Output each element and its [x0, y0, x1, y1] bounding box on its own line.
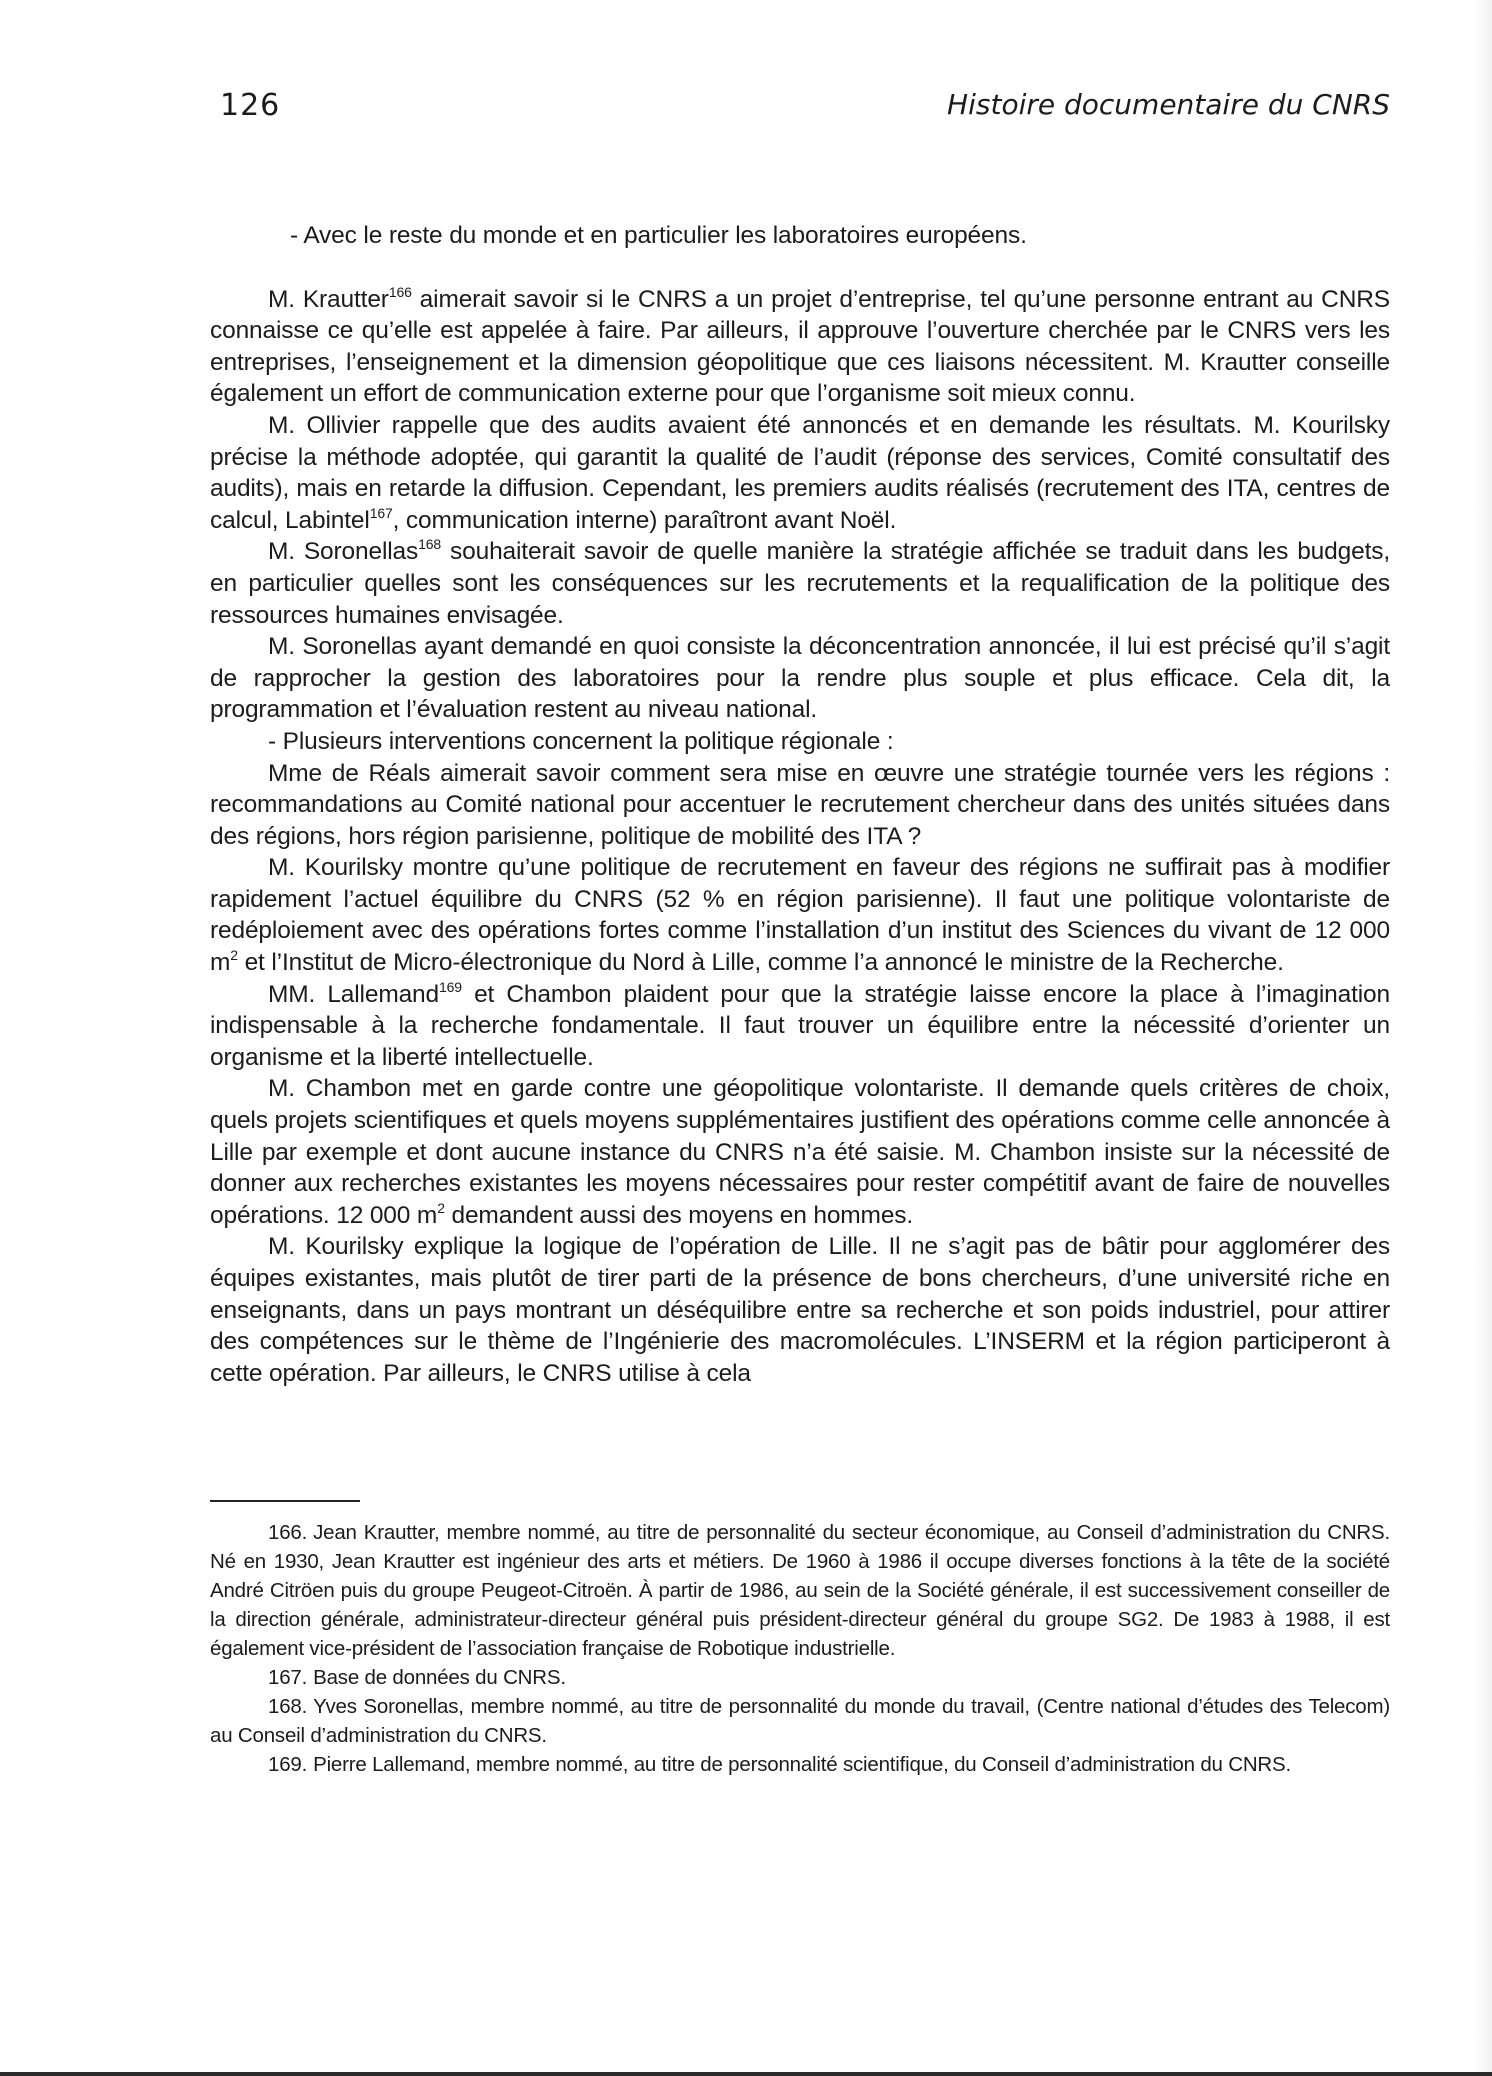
footnote-text: Pierre Lallemand, membre nommé, au titre de personnalité scientifique, du Conseil d’administration du CNRS. [313, 1753, 1292, 1776]
book-title: Histoire documentaire du CNRS [947, 88, 1390, 121]
paragraph-politique-regionale: - Plusieurs interventions concernent la politique régionale : [268, 727, 894, 755]
text: aimerait savoir si le CNRS a un projet d’entreprise, tel qu’une personne entrant au CNRS connaisse ce qu’elle est appelée à faire. Par ailleurs, il approuve l’ouverture cherchée par le CNRS vers les entreprises, l’enseignement et la dimension géopolitique que ces liaisons nécessitent. M. Krautter conseille également un effort de communication externe pour que l’organisme soit mieux connu. [210, 285, 1390, 408]
paragraph-soronellas [210, 536, 1390, 631]
text: souhaiterait savoir de quelle manière la stratégie affichée se traduit dans les budgets, en particulier quelles sont les conséquences sur les recrutements et la requalification de la politique des ressources humaines envisagée. [210, 538, 1391, 629]
paragraph-kourilsky-recrutement [210, 852, 1390, 978]
footnote-text: Jean Krautter, membre nommé, au titre de personnalité du secteur économique, au Conseil d’administration du CNRS. Né en 1930, Jean Krautter est ingénieur des arts et métiers. De 1960 à 1986 il occupe diverses fonctions à la tête de la société André Citröen puis du groupe Peugeot-Citroën. À partir de 1986, au sein de la Société générale, il est successivement conseiller de la direction générale, administrateur-directeur général puis président-directeur général du groupe SG2. De 1983 à 1988, il est également vice-président de l’association française de Robotique industrielle. [210, 1521, 1390, 1660]
footnote-166 [210, 1518, 1390, 1663]
footnote-167 [210, 1663, 1390, 1692]
paragraph-list-item: - Avec le reste du monde et en particulier les laboratoires européens. [290, 222, 1027, 249]
footnote-number: 166. [268, 1521, 308, 1544]
body-text [210, 220, 1390, 1389]
running-head [220, 88, 1390, 128]
footnote-text: Yves Soronellas, membre nommé, au titre de personnalité du monde du travail, (Centre national d’études des Telecom) au Conseil d’administration du CNRS. [210, 1695, 1390, 1747]
footnotes [210, 1518, 1390, 1779]
text: M. Kourilsky montre qu’une politique de recrutement en faveur des régions ne suffirait pas à modifier rapidement l’actuel équilibre du CNRS (52 % en région parisienne). Il faut une politique volontariste de redéploiement avec des opérations fortes comme l’installation d’un institut des Sciences du vivant de 12 000 m [210, 854, 1390, 977]
text: demandent aussi des moyens en hommes. [444, 1201, 914, 1229]
footnote-ref-169[interactable]: 169 [439, 978, 462, 995]
text: MM. Lallemand [268, 980, 440, 1008]
footnote-text: Base de données du CNRS. [313, 1666, 566, 1689]
text: et l’Institut de Micro-électronique du Nord à Lille, comme l’a annoncé le ministre de la Recherche. [237, 949, 1284, 977]
paragraph-chambon [210, 1073, 1390, 1231]
page-edge-shadow [1474, 0, 1492, 2076]
text: M. Ollivier rappelle que des audits avaient été annoncés et en demande les résultats. M. Kourilsky précise la méthode adoptée, qui garantit la qualité de l’audit (réponse des services, Comité consultatif des audits), mais en retarde la diffusion. Cependant, les premiers audits réalisés (recrutement des ITA, centres de calcul, Labintel [210, 411, 1390, 534]
footnote-ref-168[interactable]: 168 [418, 536, 442, 553]
superscript: 2 [437, 1199, 445, 1216]
page-number: 126 [220, 88, 281, 123]
text: M. Chambon met en garde contre une géopolitique volontariste. Il demande quels critères de choix, quels projets scientifiques et quels moyens supplémentaires justifient des opérations comme celle annoncée à Lille par exemple et dont aucune instance du CNRS n’a été saisie. M. Chambon insiste sur la nécessité de donner aux recherches existantes les moyens nécessaires pour rester compétitif avant de faire de nouvelles opérations. 12 000 m [210, 1075, 1390, 1229]
superscript: 2 [230, 947, 238, 964]
footnote-divider [210, 1500, 360, 1502]
paragraph-deconcentration: M. Soronellas ayant demandé en quoi consiste la déconcentration annoncée, il lui est précisé qu’il s’agit de rapprocher la gestion des laboratoires pour la rendre plus souple et plus efficace. Cela dit, la programmation et l’évaluation restent au niveau national. [210, 633, 1390, 724]
paragraph-krautter [210, 284, 1390, 410]
paragraph-ollivier [210, 410, 1390, 536]
footnote-168 [210, 1692, 1390, 1750]
footnote-ref-166[interactable]: 166 [388, 283, 412, 300]
footnote-number: 169. [268, 1753, 308, 1776]
text: , communication interne) paraîtront avant Noël. [392, 506, 897, 534]
footnote-ref-167[interactable]: 167 [369, 504, 393, 521]
paragraph-kourilsky-lille: M. Kourilsky explique la logique de l’opération de Lille. Il ne s’agit pas de bâtir pour agglomérer des équipes existantes, mais plutôt de tirer parti de la présence de bons chercheurs, d’une université riche en enseignants, dans un pays montrant un déséquilibre entre sa recherche et son poids industriel, pour attirer des compétences sur le thème de l’Ingénierie des macromolécules. L’INSERM et la région participeront à cette opération. Par ailleurs, le CNRS utilise à cela [210, 1233, 1390, 1387]
footnote-number: 168. [268, 1695, 308, 1718]
text: M. Soronellas [268, 538, 419, 566]
footnote-169 [210, 1750, 1390, 1779]
footnote-number: 167. [268, 1666, 308, 1689]
text: et Chambon plaident pour que la stratégie laisse encore la place à l’imagination indispensable à la recherche fondamentale. Il faut trouver un équilibre entre la nécessité d’orienter un organisme et la liberté intellectuelle. [210, 980, 1390, 1071]
paragraph-lallemand-chambon [210, 979, 1390, 1074]
paragraph-reals: Mme de Réals aimerait savoir comment sera mise en œuvre une stratégie tournée vers les régions : recommandations au Comité national pour accentuer le recrutement chercheur dans des unités situées dans des régions, hors région parisienne, politique de mobilité des ITA ? [210, 759, 1390, 850]
page-edge-bottom [0, 2072, 1492, 2076]
text: M. Krautter [268, 285, 389, 313]
